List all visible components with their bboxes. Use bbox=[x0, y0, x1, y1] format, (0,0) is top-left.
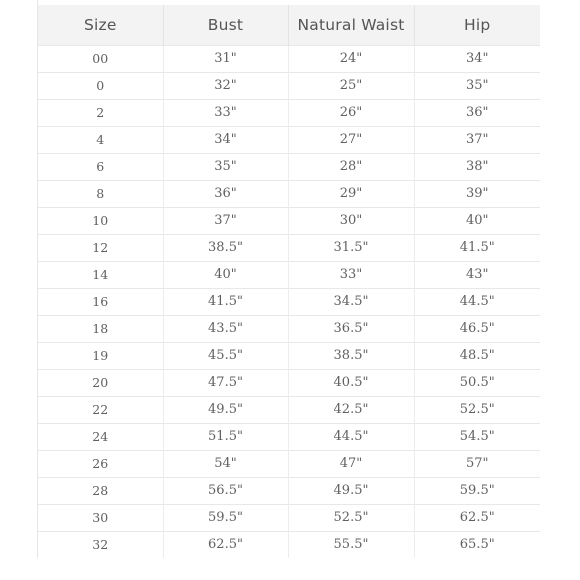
size-cell: 32 bbox=[92, 537, 109, 553]
table-row bbox=[38, 72, 540, 99]
size-cell: 24 bbox=[92, 429, 109, 444]
bust-cell: 36" bbox=[163, 180, 288, 207]
table-row bbox=[38, 504, 540, 531]
size-cell: 14 bbox=[92, 267, 109, 282]
table-header bbox=[38, 5, 540, 45]
table-row bbox=[38, 288, 540, 315]
bust-cell: 45.5" bbox=[163, 342, 288, 369]
bust-cell: 35" bbox=[163, 153, 288, 180]
bust-cell: 38.5" bbox=[163, 234, 288, 261]
natural-waist-cell: 27" bbox=[288, 126, 414, 153]
hip-cell: 41.5" bbox=[414, 234, 540, 261]
hip-cell: 39" bbox=[414, 180, 540, 207]
table-row bbox=[38, 45, 540, 72]
hip-cell: 38" bbox=[414, 153, 540, 180]
natural-waist-cell: 25" bbox=[288, 72, 414, 99]
size-cell: 6 bbox=[96, 159, 105, 174]
header-size: Size bbox=[83, 15, 117, 34]
size-cell: 00 bbox=[92, 51, 109, 66]
header-natural-waist: Natural Waist bbox=[288, 5, 414, 45]
natural-waist-cell: 36.5" bbox=[288, 315, 414, 342]
size-cell: 18 bbox=[92, 321, 109, 336]
hip-cell: 52.5" bbox=[414, 396, 540, 423]
natural-waist-cell: 40.5" bbox=[288, 369, 414, 396]
natural-waist-cell: 26" bbox=[288, 99, 414, 126]
hip-cell: 34" bbox=[414, 45, 540, 72]
size-cell: 26 bbox=[92, 456, 109, 471]
table-body bbox=[38, 45, 540, 558]
bust-cell: 37" bbox=[163, 207, 288, 234]
table-row bbox=[38, 450, 540, 477]
hip-cell: 59.5" bbox=[414, 477, 540, 504]
table-row bbox=[38, 369, 540, 396]
size-cell: 28 bbox=[92, 483, 109, 498]
hip-cell: 35" bbox=[414, 72, 540, 99]
natural-waist-cell: 55.5" bbox=[288, 531, 414, 558]
natural-waist-cell: 38.5" bbox=[288, 342, 414, 369]
natural-waist-cell: 49.5" bbox=[288, 477, 414, 504]
hip-cell: 43" bbox=[414, 261, 540, 288]
table-row bbox=[38, 477, 540, 504]
size-cell: 12 bbox=[92, 240, 109, 255]
natural-waist-cell: 28" bbox=[288, 153, 414, 180]
natural-waist-cell: 44.5" bbox=[288, 423, 414, 450]
header-hip: Hip bbox=[414, 5, 540, 45]
natural-waist-cell: 24" bbox=[288, 45, 414, 72]
size-cell: 2 bbox=[96, 105, 105, 120]
hip-cell: 54.5" bbox=[414, 423, 540, 450]
size-chart-table bbox=[38, 5, 540, 558]
bust-cell: 47.5" bbox=[163, 369, 288, 396]
hip-cell: 62.5" bbox=[414, 504, 540, 531]
table-row bbox=[38, 261, 540, 288]
natural-waist-cell: 31.5" bbox=[288, 234, 414, 261]
table-row bbox=[38, 396, 540, 423]
size-cell: 20 bbox=[92, 375, 109, 390]
bust-cell: 32" bbox=[163, 72, 288, 99]
bust-cell: 62.5" bbox=[163, 531, 288, 558]
size-cell: 8 bbox=[96, 186, 105, 201]
hip-cell: 50.5" bbox=[414, 369, 540, 396]
hip-cell: 48.5" bbox=[414, 342, 540, 369]
table-row bbox=[38, 234, 540, 261]
table-row bbox=[38, 153, 540, 180]
bust-cell: 56.5" bbox=[163, 477, 288, 504]
table-row bbox=[38, 180, 540, 207]
bust-cell: 54" bbox=[163, 450, 288, 477]
hip-cell: 36" bbox=[414, 99, 540, 126]
natural-waist-cell: 42.5" bbox=[288, 396, 414, 423]
hip-cell: 46.5" bbox=[414, 315, 540, 342]
hip-cell: 57" bbox=[414, 450, 540, 477]
bust-cell: 59.5" bbox=[163, 504, 288, 531]
bust-cell: 51.5" bbox=[163, 423, 288, 450]
size-cell: 4 bbox=[96, 132, 105, 147]
bust-cell: 34" bbox=[163, 126, 288, 153]
hip-cell: 65.5" bbox=[414, 531, 540, 558]
hip-cell: 37" bbox=[414, 126, 540, 153]
bust-cell: 43.5" bbox=[163, 315, 288, 342]
natural-waist-cell: 29" bbox=[288, 180, 414, 207]
natural-waist-cell: 30" bbox=[288, 207, 414, 234]
header-row bbox=[38, 5, 540, 45]
size-cell: 0 bbox=[96, 78, 105, 93]
table-row bbox=[38, 99, 540, 126]
table-row bbox=[38, 342, 540, 369]
bust-cell: 33" bbox=[163, 99, 288, 126]
bust-cell: 41.5" bbox=[163, 288, 288, 315]
hip-cell: 40" bbox=[414, 207, 540, 234]
size-cell: 16 bbox=[92, 294, 109, 309]
natural-waist-cell: 52.5" bbox=[288, 504, 414, 531]
bust-cell: 31" bbox=[163, 45, 288, 72]
bust-cell: 49.5" bbox=[163, 396, 288, 423]
natural-waist-cell: 34.5" bbox=[288, 288, 414, 315]
hip-cell: 44.5" bbox=[414, 288, 540, 315]
size-cell: 19 bbox=[92, 348, 109, 363]
table-row bbox=[38, 531, 540, 558]
table-row bbox=[38, 315, 540, 342]
size-cell: 22 bbox=[92, 402, 109, 417]
natural-waist-cell: 33" bbox=[288, 261, 414, 288]
header-bust: Bust bbox=[163, 5, 288, 45]
size-cell: 30 bbox=[92, 510, 109, 525]
table-row bbox=[38, 423, 540, 450]
bust-cell: 40" bbox=[163, 261, 288, 288]
natural-waist-cell: 47" bbox=[288, 450, 414, 477]
table-row bbox=[38, 207, 540, 234]
size-cell: 10 bbox=[92, 213, 109, 228]
table-row bbox=[38, 126, 540, 153]
